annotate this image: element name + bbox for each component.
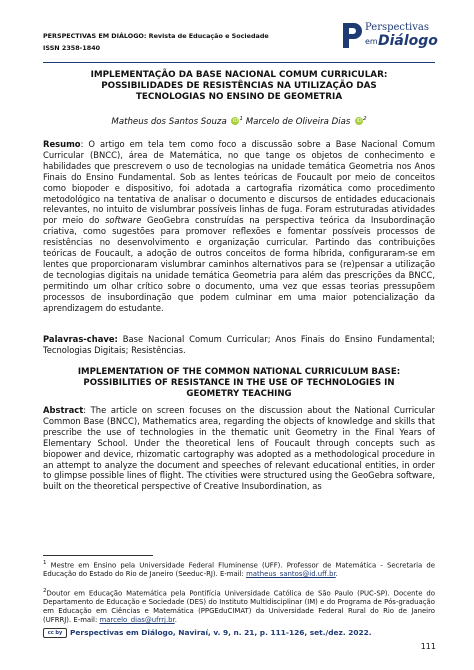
logo-word-perspectivas: Perspectivas — [365, 22, 429, 33]
footnote-1-number: 1 — [43, 560, 47, 566]
authors — [43, 116, 435, 127]
logo-word-dialogo: Diálogo — [378, 33, 438, 49]
footnote-1-text: Mestre em Ensino pela Universidade Federal Fluminense (UFF). Professor de Matemática - Secretaria de Educação do Estado do Rio de Janeiro (Seeduc-RJ). E-mail: — [43, 561, 435, 579]
article-title-pt — [43, 70, 435, 103]
article-title-en — [43, 367, 435, 400]
resumo-paragraph — [43, 139, 435, 314]
footnote-2-number: 2 — [43, 588, 47, 594]
title-pt-line1: IMPLEMENTAÇÃO DA BASE NACIONAL COMUM CURRICULAR: — [90, 70, 388, 80]
header-rule — [43, 62, 435, 63]
resumo-text-2: GeoGebra construídas na perspectiva teórica da Insubordinação criativa, como sugestões para promover reflexões e fomentar possíveis processos de resistências no desenvolvimento e organização curricular. Partindo das contribuições teóricas de Foucault, a adoção de outros conceitos de forma híbrida, configuraram-se em lentes que proporcionaram vislumbrar caminhos alternativos para se (re)pensar a utilização de tecnologias digitais na unidade temática Geometria para além das prescrições da BNCC, permitindo um olhar crítico sobre o documento, uma vez que essas teorias pressupõem processos de insubordinação que podem culminar em uma maior potencialização da aprendizagem do estudante. — [43, 215, 435, 313]
citation-text: Perspectivas em Diálogo, Naviraí, v. 9, n. 21, p. 111-126, set./dez. 2022. — [70, 628, 372, 637]
footnote-2 — [43, 587, 435, 625]
footnote-rule — [43, 555, 153, 556]
title-en-line1: IMPLEMENTATION OF THE COMMON NATIONAL CURRICULUM BASE: — [77, 367, 401, 377]
resumo-italic: software — [105, 215, 142, 226]
cc-license-icon[interactable]: cc by — [43, 628, 67, 638]
footnote-2-end: . — [174, 616, 177, 625]
page-number: 111 — [420, 642, 436, 651]
palavras-chave — [43, 334, 435, 356]
title-pt-line3: TECNOLOGIAS NO ENSINO DE GEOMETRIA — [135, 92, 343, 102]
abstract-label: Abstract — [43, 405, 84, 415]
logo-word-em: em — [365, 37, 378, 46]
issn: ISSN 2358-1840 — [43, 44, 101, 52]
title-pt-line2: POSSIBILIDADES DE RESISTÊNCIAS NA UTILIZAÇÃO DAS — [101, 81, 377, 91]
title-en-line3: GEOMETRY TEACHING — [186, 389, 292, 399]
footnote-2-text: Doutor em Educação Matemática pela Pontifícia Universidade Católica de São Paulo (PUC-SP). Docente do Departamento de Educação e Sociedade (DES) do Instituto Multidisciplinar (IM) e do Programa de Pós-graduação em Educação em Ciências e Matemática (PPGEduCIMAT) da Universidade Federal Rural do Rio de Janeiro (UFRRJ). E-mail: — [43, 589, 435, 625]
logo-p-icon — [340, 20, 364, 50]
journal-logo — [340, 20, 440, 56]
abstract-text: : The article on screen focuses on the discussion about the National Curricular Common Base (BNCC), Mathematics area, regarding the objects of knowledge and skills that prescribe the use of technologies in the thematic unit Geometry in the Final Years of Elementary School. Under the theoretical lens of Foucault through concepts such as biopower and device, rhizomatic cartography was adopted as a methodological procedure in an attempt to analyze the document and speeches of relevant educational entities, in order to glimpse possible lines of flight. The ctivities were structured using the GeoGebra software, built on the theoretical perspective of Creative Insubordination, as — [43, 405, 435, 492]
author-2: Marcelo de Oliveira Dias — [245, 116, 351, 127]
orcid-icon[interactable]: iD — [356, 118, 362, 125]
abstract-paragraph — [43, 405, 435, 492]
author-1-sup: 1 — [239, 116, 243, 122]
footnote-2-email-link[interactable]: marcelo_dias@ufrrj.br — [99, 616, 175, 625]
title-en-line2: POSSIBILITIES OF RESISTANCE IN THE USE OF TECHNOLOGIES IN — [83, 378, 395, 388]
resumo-text: : O artigo em tela tem como foco a discussão sobre a Base Nacional Comum Curricular (BNCC), área de Matemática, no que tange os objetos de conhecimento e habilidades que prescrevem o uso de tecnologias na unidade temática Geometria nos Anos Finais do Ensino Fundamental. Sob as lentes teóricas de Foucault por meio de conceitos como biopoder e dispositivo, foi adotada a cartografia rizomática como procedimento metodológico na tentativa de analisar o documento e discursos de entidades educacionais relevantes, no intuito de vislumbrar possíveis linhas de fuga. Foram estruturadas atividades por meio do — [43, 139, 435, 226]
footnote-1-end: . — [335, 570, 338, 579]
author-2-sup: 2 — [363, 116, 367, 122]
footnote-1 — [43, 559, 435, 579]
journal-name: PERSPECTIVAS EM DIÁLOGO: Revista de Educação e Sociedade — [43, 32, 269, 40]
palavras-label: Palavras-chave: — [43, 334, 118, 344]
resumo-label: Resumo — [43, 139, 81, 149]
journal-header — [43, 30, 269, 54]
orcid-icon[interactable]: iD — [232, 118, 239, 125]
citation-footer — [43, 628, 435, 638]
footnote-1-email-link[interactable]: matheus_santos@id.uff.br — [246, 570, 336, 579]
palavras-text: Base Nacional Comum Curricular; Anos Finais do Ensino Fundamental; Tecnologias Digitais; Resistências. — [43, 334, 435, 355]
author-1: Matheus dos Santos Souza — [111, 116, 227, 127]
